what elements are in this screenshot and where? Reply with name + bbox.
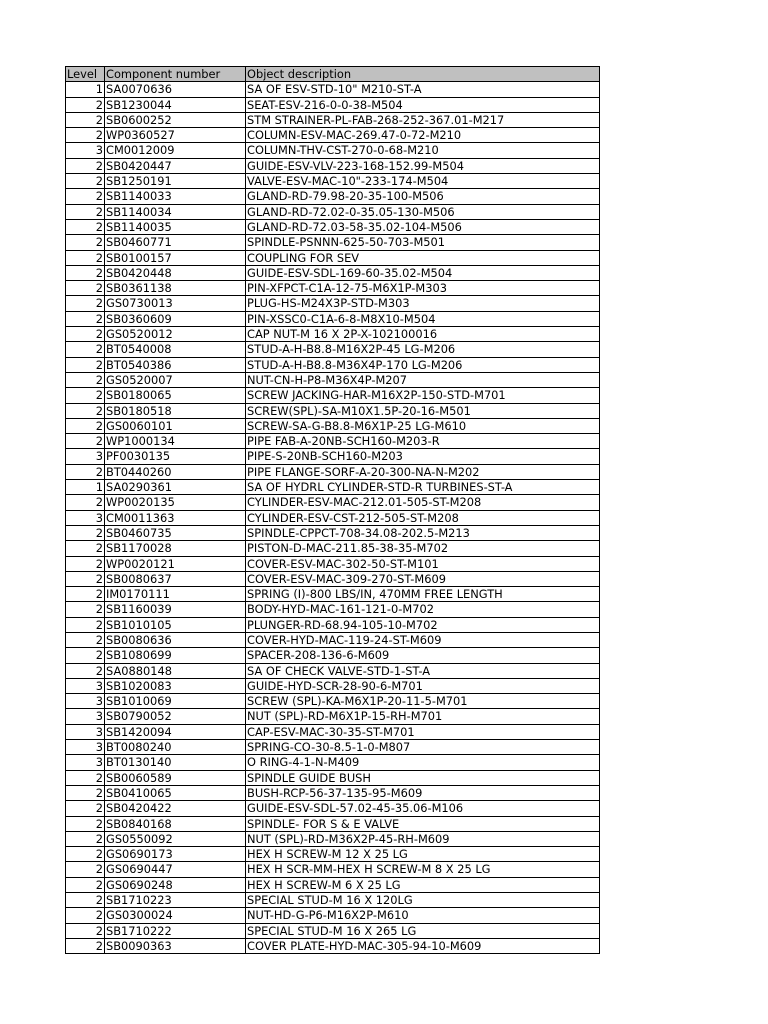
table-row <box>66 342 600 357</box>
table-row <box>66 82 600 97</box>
component-number-cell: SB0790052 <box>105 709 246 724</box>
object-description-cell: O RING-4-1-N-M409 <box>246 755 600 770</box>
object-description-cell: STM STRAINER-PL-FAB-268-252-367.01-M217 <box>246 112 600 127</box>
component-number-cell: SB0600252 <box>105 112 246 127</box>
object-description-cell: SPRING (I)-800 LBS/IN, 470MM FREE LENGTH <box>246 587 600 602</box>
object-description-cell: BODY-HYD-MAC-161-121-0-M702 <box>246 602 600 617</box>
table-row <box>66 235 600 250</box>
table-row <box>66 128 600 143</box>
component-number-cell: SB1710223 <box>105 893 246 908</box>
level-cell: 2 <box>66 663 105 678</box>
level-cell: 2 <box>66 893 105 908</box>
level-cell: 3 <box>66 678 105 693</box>
level-cell: 2 <box>66 464 105 479</box>
object-description-cell: SPECIAL STUD-M 16 X 265 LG <box>246 923 600 938</box>
component-number-cell: SB0060589 <box>105 770 246 785</box>
object-description-cell: GLAND-RD-79.98-20-35-100-M506 <box>246 189 600 204</box>
table-row <box>66 158 600 173</box>
level-cell: 2 <box>66 357 105 372</box>
table-row <box>66 862 600 877</box>
component-number-cell: BT0130140 <box>105 755 246 770</box>
component-number-cell: GS0520007 <box>105 372 246 387</box>
component-number-cell: SB0180065 <box>105 388 246 403</box>
component-number-cell: GS0550092 <box>105 831 246 846</box>
level-cell: 2 <box>66 632 105 647</box>
object-description-cell: NUT (SPL)-RD-M6X1P-15-RH-M701 <box>246 709 600 724</box>
level-cell: 2 <box>66 785 105 800</box>
level-cell: 3 <box>66 755 105 770</box>
object-description-cell: PLUG-HS-M24X3P-STD-M303 <box>246 296 600 311</box>
level-cell: 2 <box>66 602 105 617</box>
object-description-cell: HEX H SCREW-M 6 X 25 LG <box>246 877 600 892</box>
level-cell: 2 <box>66 816 105 831</box>
table-row <box>66 755 600 770</box>
table-row <box>66 648 600 663</box>
level-cell: 2 <box>66 587 105 602</box>
level-cell: 2 <box>66 862 105 877</box>
object-description-cell: VALVE-ESV-MAC-10"-233-174-M504 <box>246 174 600 189</box>
component-number-cell: WP1000134 <box>105 434 246 449</box>
object-description-cell: COVER-ESV-MAC-302-50-ST-M101 <box>246 556 600 571</box>
component-number-cell: SB1250191 <box>105 174 246 189</box>
table-row <box>66 388 600 403</box>
component-number-cell: SB1020083 <box>105 678 246 693</box>
object-description-cell: NUT (SPL)-RD-M36X2P-45-RH-M609 <box>246 831 600 846</box>
table-row <box>66 831 600 846</box>
component-number-cell: SB1140035 <box>105 219 246 234</box>
header-component-number: Component number <box>105 67 246 82</box>
component-number-cell: GS0300024 <box>105 908 246 923</box>
level-cell: 2 <box>66 296 105 311</box>
level-cell: 3 <box>66 740 105 755</box>
component-number-cell: SB0080637 <box>105 571 246 586</box>
level-cell: 3 <box>66 143 105 158</box>
table-row <box>66 204 600 219</box>
object-description-cell: SCREW JACKING-HAR-M16X2P-150-STD-M701 <box>246 388 600 403</box>
table-row <box>66 495 600 510</box>
level-cell: 2 <box>66 847 105 862</box>
object-description-cell: PLUNGER-RD-68.94-105-10-M702 <box>246 617 600 632</box>
table-row <box>66 587 600 602</box>
object-description-cell: PIPE-S-20NB-SCH160-M203 <box>246 449 600 464</box>
object-description-cell: GLAND-RD-72.02-0-35.05-130-M506 <box>246 204 600 219</box>
table-row <box>66 311 600 326</box>
level-cell: 2 <box>66 311 105 326</box>
level-cell: 1 <box>66 82 105 97</box>
component-number-cell: SB0420448 <box>105 265 246 280</box>
component-number-cell: SB1230044 <box>105 97 246 112</box>
level-cell: 2 <box>66 158 105 173</box>
object-description-cell: HEX H SCREW-M 12 X 25 LG <box>246 847 600 862</box>
table-row <box>66 296 600 311</box>
level-cell: 2 <box>66 877 105 892</box>
level-cell: 2 <box>66 250 105 265</box>
table-row <box>66 908 600 923</box>
component-number-cell: SB1170028 <box>105 541 246 556</box>
table-row <box>66 617 600 632</box>
table-row <box>66 434 600 449</box>
component-number-cell: BT0540386 <box>105 357 246 372</box>
level-cell: 2 <box>66 403 105 418</box>
level-cell: 2 <box>66 908 105 923</box>
table-row <box>66 877 600 892</box>
table-row <box>66 219 600 234</box>
table-row <box>66 174 600 189</box>
component-number-cell: SB0090363 <box>105 938 246 953</box>
level-cell: 2 <box>66 388 105 403</box>
table-row <box>66 189 600 204</box>
object-description-cell: GLAND-RD-72.03-58-35.02-104-M506 <box>246 219 600 234</box>
object-description-cell: SCREW(SPL)-SA-M10X1.5P-20-16-M501 <box>246 403 600 418</box>
component-number-cell: SA0070636 <box>105 82 246 97</box>
table-row <box>66 632 600 647</box>
object-description-cell: PIN-XFPCT-C1A-12-75-M6X1P-M303 <box>246 281 600 296</box>
level-cell: 2 <box>66 112 105 127</box>
object-description-cell: COUPLING FOR SEV <box>246 250 600 265</box>
component-number-cell: SA0290361 <box>105 480 246 495</box>
object-description-cell: SCREW (SPL)-KA-M6X1P-20-11-5-M701 <box>246 694 600 709</box>
table-row <box>66 510 600 525</box>
component-number-cell: IM0170111 <box>105 587 246 602</box>
object-description-cell: COVER PLATE-HYD-MAC-305-94-10-M609 <box>246 938 600 953</box>
component-number-cell: SB1140033 <box>105 189 246 204</box>
component-number-cell: SB0180518 <box>105 403 246 418</box>
component-number-cell: SB0460771 <box>105 235 246 250</box>
table-row <box>66 938 600 953</box>
object-description-cell: HEX H SCR-MM-HEX H SCREW-M 8 X 25 LG <box>246 862 600 877</box>
object-description-cell: GUIDE-ESV-SDL-169-60-35.02-M504 <box>246 265 600 280</box>
object-description-cell: SPINDLE GUIDE BUSH <box>246 770 600 785</box>
object-description-cell: PIN-XSSC0-C1A-6-8-M8X10-M504 <box>246 311 600 326</box>
level-cell: 3 <box>66 449 105 464</box>
component-number-cell: SB1080699 <box>105 648 246 663</box>
object-description-cell: PISTON-D-MAC-211.85-38-35-M702 <box>246 541 600 556</box>
level-cell: 2 <box>66 495 105 510</box>
table-row <box>66 724 600 739</box>
level-cell: 2 <box>66 128 105 143</box>
object-description-cell: SPINDLE-PSNNN-625-50-703-M501 <box>246 235 600 250</box>
table-row <box>66 97 600 112</box>
object-description-cell: COLUMN-THV-CST-270-0-68-M210 <box>246 143 600 158</box>
object-description-cell: NUT-CN-H-P8-M36X4P-M207 <box>246 372 600 387</box>
component-number-cell: SB1420094 <box>105 724 246 739</box>
level-cell: 2 <box>66 938 105 953</box>
component-number-cell: SB0420422 <box>105 801 246 816</box>
level-cell: 2 <box>66 418 105 433</box>
level-cell: 2 <box>66 770 105 785</box>
header-object-description: Object description <box>246 67 600 82</box>
component-number-cell: BT0440260 <box>105 464 246 479</box>
component-number-cell: SB0080636 <box>105 632 246 647</box>
level-cell: 2 <box>66 556 105 571</box>
table-row <box>66 480 600 495</box>
component-number-cell: SA0880148 <box>105 663 246 678</box>
table-row <box>66 663 600 678</box>
component-number-cell: WP0020135 <box>105 495 246 510</box>
table-body <box>66 82 600 954</box>
object-description-cell: SA OF ESV-STD-10" M210-ST-A <box>246 82 600 97</box>
component-number-cell: GS0690447 <box>105 862 246 877</box>
component-number-cell: SB0460735 <box>105 525 246 540</box>
component-number-cell: SB1160039 <box>105 602 246 617</box>
level-cell: 2 <box>66 831 105 846</box>
table-row <box>66 112 600 127</box>
object-description-cell: SA OF HYDRL CYLINDER-STD-R TURBINES-ST-A <box>246 480 600 495</box>
level-cell: 2 <box>66 617 105 632</box>
component-number-cell: SB0360609 <box>105 311 246 326</box>
table-row <box>66 143 600 158</box>
object-description-cell: SPRING-CO-30-8.5-1-0-M807 <box>246 740 600 755</box>
table-row <box>66 571 600 586</box>
level-cell: 3 <box>66 694 105 709</box>
object-description-cell: SPECIAL STUD-M 16 X 120LG <box>246 893 600 908</box>
object-description-cell: CAP-ESV-MAC-30-35-ST-M701 <box>246 724 600 739</box>
table-row <box>66 403 600 418</box>
component-number-cell: CM0012009 <box>105 143 246 158</box>
component-number-cell: PF0030135 <box>105 449 246 464</box>
component-number-cell: BT0540008 <box>105 342 246 357</box>
level-cell: 2 <box>66 265 105 280</box>
table-row <box>66 556 600 571</box>
object-description-cell: COVER-ESV-MAC-309-270-ST-M609 <box>246 571 600 586</box>
table-row <box>66 357 600 372</box>
component-number-cell: SB1140034 <box>105 204 246 219</box>
object-description-cell: SPINDLE- FOR S & E VALVE <box>246 816 600 831</box>
table-row <box>66 372 600 387</box>
object-description-cell: COVER-HYD-MAC-119-24-ST-M609 <box>246 632 600 647</box>
level-cell: 3 <box>66 709 105 724</box>
object-description-cell: SA OF CHECK VALVE-STD-1-ST-A <box>246 663 600 678</box>
level-cell: 2 <box>66 189 105 204</box>
table-row <box>66 923 600 938</box>
object-description-cell: BUSH-RCP-56-37-135-95-M609 <box>246 785 600 800</box>
object-description-cell: GUIDE-ESV-VLV-223-168-152.99-M504 <box>246 158 600 173</box>
object-description-cell: COLUMN-ESV-MAC-269.47-0-72-M210 <box>246 128 600 143</box>
component-number-cell: SB1010069 <box>105 694 246 709</box>
level-cell: 2 <box>66 434 105 449</box>
table-row <box>66 785 600 800</box>
component-number-cell: GS0730013 <box>105 296 246 311</box>
table-row <box>66 770 600 785</box>
component-number-cell: SB0840168 <box>105 816 246 831</box>
component-number-cell: GS0690248 <box>105 877 246 892</box>
object-description-cell: GUIDE-HYD-SCR-28-90-6-M701 <box>246 678 600 693</box>
component-number-cell: SB1710222 <box>105 923 246 938</box>
object-description-cell: PIPE FAB-A-20NB-SCH160-M203-R <box>246 434 600 449</box>
table-row <box>66 418 600 433</box>
object-description-cell: CYLINDER-ESV-CST-212-505-ST-M208 <box>246 510 600 525</box>
level-cell: 2 <box>66 327 105 342</box>
table-row <box>66 250 600 265</box>
object-description-cell: NUT-HD-G-P6-M16X2P-M610 <box>246 908 600 923</box>
component-number-cell: WP0360527 <box>105 128 246 143</box>
table-row <box>66 449 600 464</box>
level-cell: 2 <box>66 571 105 586</box>
table-row <box>66 602 600 617</box>
level-cell: 3 <box>66 724 105 739</box>
table-row <box>66 464 600 479</box>
level-cell: 2 <box>66 372 105 387</box>
object-description-cell: SEAT-ESV-216-0-0-38-M504 <box>246 97 600 112</box>
object-description-cell: CYLINDER-ESV-MAC-212.01-505-ST-M208 <box>246 495 600 510</box>
level-cell: 2 <box>66 541 105 556</box>
component-number-cell: SB0361138 <box>105 281 246 296</box>
level-cell: 2 <box>66 648 105 663</box>
object-description-cell: SCREW-SA-G-B8.8-M6X1P-25 LG-M610 <box>246 418 600 433</box>
level-cell: 2 <box>66 235 105 250</box>
table-row <box>66 265 600 280</box>
component-number-cell: SB0100157 <box>105 250 246 265</box>
component-number-cell: SB1010105 <box>105 617 246 632</box>
table-row <box>66 541 600 556</box>
header-level: Level <box>66 67 105 82</box>
component-number-cell: SB0410065 <box>105 785 246 800</box>
level-cell: 2 <box>66 923 105 938</box>
component-number-cell: WP0020121 <box>105 556 246 571</box>
level-cell: 1 <box>66 480 105 495</box>
component-number-cell: GS0060101 <box>105 418 246 433</box>
component-number-cell: SB0420447 <box>105 158 246 173</box>
table-row <box>66 847 600 862</box>
object-description-cell: SPINDLE-CPPCT-708-34.08-202.5-M213 <box>246 525 600 540</box>
object-description-cell: CAP NUT-M 16 X 2P-X-102100016 <box>246 327 600 342</box>
table-row <box>66 740 600 755</box>
table-row <box>66 893 600 908</box>
level-cell: 2 <box>66 204 105 219</box>
level-cell: 2 <box>66 281 105 296</box>
level-cell: 2 <box>66 219 105 234</box>
object-description-cell: STUD-A-H-B8.8-M16X2P-45 LG-M206 <box>246 342 600 357</box>
level-cell: 2 <box>66 525 105 540</box>
table-row <box>66 678 600 693</box>
object-description-cell: GUIDE-ESV-SDL-57.02-45-35.06-M106 <box>246 801 600 816</box>
component-number-cell: GS0690173 <box>105 847 246 862</box>
table-row <box>66 327 600 342</box>
level-cell: 2 <box>66 174 105 189</box>
bom-table <box>65 66 600 954</box>
level-cell: 3 <box>66 510 105 525</box>
table-row <box>66 694 600 709</box>
level-cell: 2 <box>66 97 105 112</box>
component-number-cell: CM0011363 <box>105 510 246 525</box>
level-cell: 2 <box>66 801 105 816</box>
object-description-cell: STUD-A-H-B8.8-M36X4P-170 LG-M206 <box>246 357 600 372</box>
header-row <box>66 67 600 82</box>
table-row <box>66 709 600 724</box>
object-description-cell: PIPE FLANGE-SORF-A-20-300-NA-N-M202 <box>246 464 600 479</box>
table-row <box>66 801 600 816</box>
level-cell: 2 <box>66 342 105 357</box>
table-row <box>66 281 600 296</box>
component-number-cell: GS0520012 <box>105 327 246 342</box>
table-row <box>66 525 600 540</box>
component-number-cell: BT0080240 <box>105 740 246 755</box>
object-description-cell: SPACER-208-136-6-M609 <box>246 648 600 663</box>
table-row <box>66 816 600 831</box>
